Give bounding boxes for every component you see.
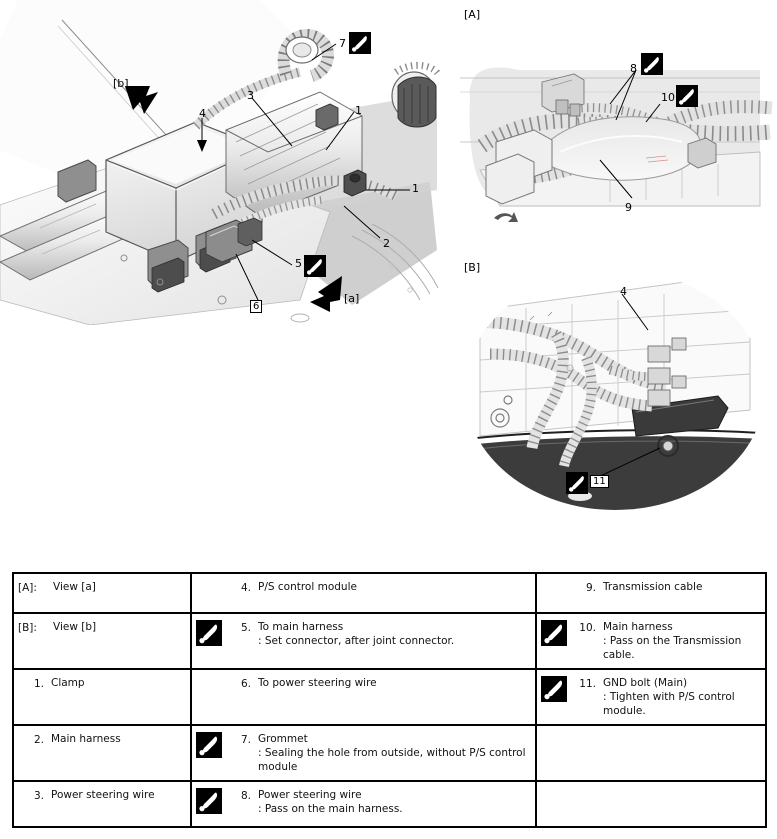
legend-number: 4. xyxy=(240,582,251,594)
instruction-badge-icon xyxy=(641,53,663,75)
legend-cell-9 xyxy=(536,573,766,613)
instruction-badge-icon xyxy=(304,255,326,277)
legend-cell-7 xyxy=(191,725,536,781)
badge-slot xyxy=(541,676,567,702)
table-row xyxy=(13,781,766,827)
callout-4: 4 xyxy=(199,107,206,120)
parts-legend-table xyxy=(12,572,767,828)
legend-text xyxy=(258,732,531,774)
badge-slot-empty xyxy=(196,676,222,702)
view-tag-b-main: [b] xyxy=(113,77,129,90)
legend-number: 10. xyxy=(579,622,596,634)
instruction-badge-icon xyxy=(566,472,588,494)
legend-number: 11. xyxy=(579,678,596,690)
instruction-badge-icon xyxy=(676,85,698,107)
badge-slot xyxy=(541,620,567,646)
instruction-badge-icon xyxy=(541,620,567,646)
legend-text xyxy=(258,788,531,816)
callout-6: 6 xyxy=(250,300,262,313)
legend-text xyxy=(603,620,761,662)
table-row xyxy=(13,725,766,781)
legend-number: 3. xyxy=(33,790,44,802)
callout-11: 11 xyxy=(590,475,609,488)
callout-9: 9 xyxy=(625,201,632,214)
legend-number: [B]: xyxy=(18,622,37,634)
view-tag-a-main: [a] xyxy=(344,292,360,305)
legend-cell-2 xyxy=(13,725,191,781)
instruction-badge-icon xyxy=(349,32,371,54)
instruction-badge-icon xyxy=(196,620,222,646)
detail-view-b-drawing xyxy=(460,250,777,510)
badge-slot xyxy=(196,620,222,646)
legend-number: 8. xyxy=(240,790,251,802)
legend-text-line2: : Pass on the main harness. xyxy=(258,803,403,815)
detail-view-a-drawing xyxy=(460,0,777,240)
legend-text: P/S control module xyxy=(258,581,357,593)
legend-cell-8 xyxy=(191,781,536,827)
legend-text-line1: Main harness xyxy=(603,621,673,633)
legend-cell-11 xyxy=(536,669,766,725)
callout-8: 8 xyxy=(630,62,637,75)
legend-number: 9. xyxy=(585,582,596,594)
legend-cell-b xyxy=(13,613,191,669)
detail-view-a-illustration xyxy=(460,0,777,240)
legend-cell-1 xyxy=(13,669,191,725)
legend-text-line1: Grommet xyxy=(258,733,308,745)
legend-cell-10 xyxy=(536,613,766,669)
legend-text: Power steering wire xyxy=(51,789,155,801)
view-tag-b: [B] xyxy=(464,261,481,274)
badge-slot-empty xyxy=(196,580,222,606)
instruction-badge-icon xyxy=(196,732,222,758)
legend-number: [A]: xyxy=(18,582,37,594)
badge-slot xyxy=(196,788,222,814)
legend-text: View [b] xyxy=(53,621,97,633)
legend-text: Transmission cable xyxy=(603,581,703,593)
legend-text: View [a] xyxy=(53,581,96,593)
legend-text: Main harness xyxy=(51,733,121,745)
table-row xyxy=(13,669,766,725)
callout-2: 2 xyxy=(383,237,390,250)
legend-text-line2: : Pass on the Transmission cable. xyxy=(603,635,742,661)
legend-text: To power steering wire xyxy=(258,677,377,689)
badge-slot-empty xyxy=(541,580,567,606)
legend-cell-4 xyxy=(191,573,536,613)
callout-7: 7 xyxy=(339,37,346,50)
legend-text-line1: Power steering wire xyxy=(258,789,362,801)
callout-3: 3 xyxy=(247,89,254,102)
callout-1-right: 1 xyxy=(412,182,419,195)
legend-text-line2: : Tighten with P/S control module. xyxy=(603,691,735,717)
instruction-badge-icon xyxy=(196,788,222,814)
callout-5: 5 xyxy=(295,257,302,270)
legend-cell-3 xyxy=(13,781,191,827)
legend-cell-empty xyxy=(536,725,766,781)
legend-number: 6. xyxy=(240,678,251,690)
legend-text-line1: To main harness xyxy=(258,621,344,633)
legend-cell-empty xyxy=(536,781,766,827)
badge-slot xyxy=(196,732,222,758)
callout-1-upper: 1 xyxy=(355,104,362,117)
legend-text: Clamp xyxy=(51,677,85,689)
legend-number: 7. xyxy=(240,734,251,746)
legend-number: 2. xyxy=(33,734,44,746)
legend-text-line2: : Sealing the hole from outside, without P/S control module xyxy=(258,747,526,773)
legend-text-line1: GND bolt (Main) xyxy=(603,677,688,689)
legend-cell-6 xyxy=(191,669,536,725)
main-assembly-drawing xyxy=(0,0,440,325)
legend-number: 5. xyxy=(240,622,251,634)
main-assembly-illustration xyxy=(0,0,440,325)
legend-cell-5 xyxy=(191,613,536,669)
table-row xyxy=(13,573,766,613)
view-tag-a: [A] xyxy=(464,8,481,21)
table-row xyxy=(13,613,766,669)
detail-view-b-illustration xyxy=(460,250,777,510)
legend-number: 1. xyxy=(33,678,44,690)
callout-4-view-b: 4 xyxy=(620,285,627,298)
legend-cell-a xyxy=(13,573,191,613)
legend-text-line2: : Set connector, after joint connector. xyxy=(258,635,455,647)
callout-10: 10 xyxy=(661,91,675,104)
legend-text xyxy=(258,620,531,648)
legend-text xyxy=(603,676,761,718)
instruction-badge-icon xyxy=(541,676,567,702)
